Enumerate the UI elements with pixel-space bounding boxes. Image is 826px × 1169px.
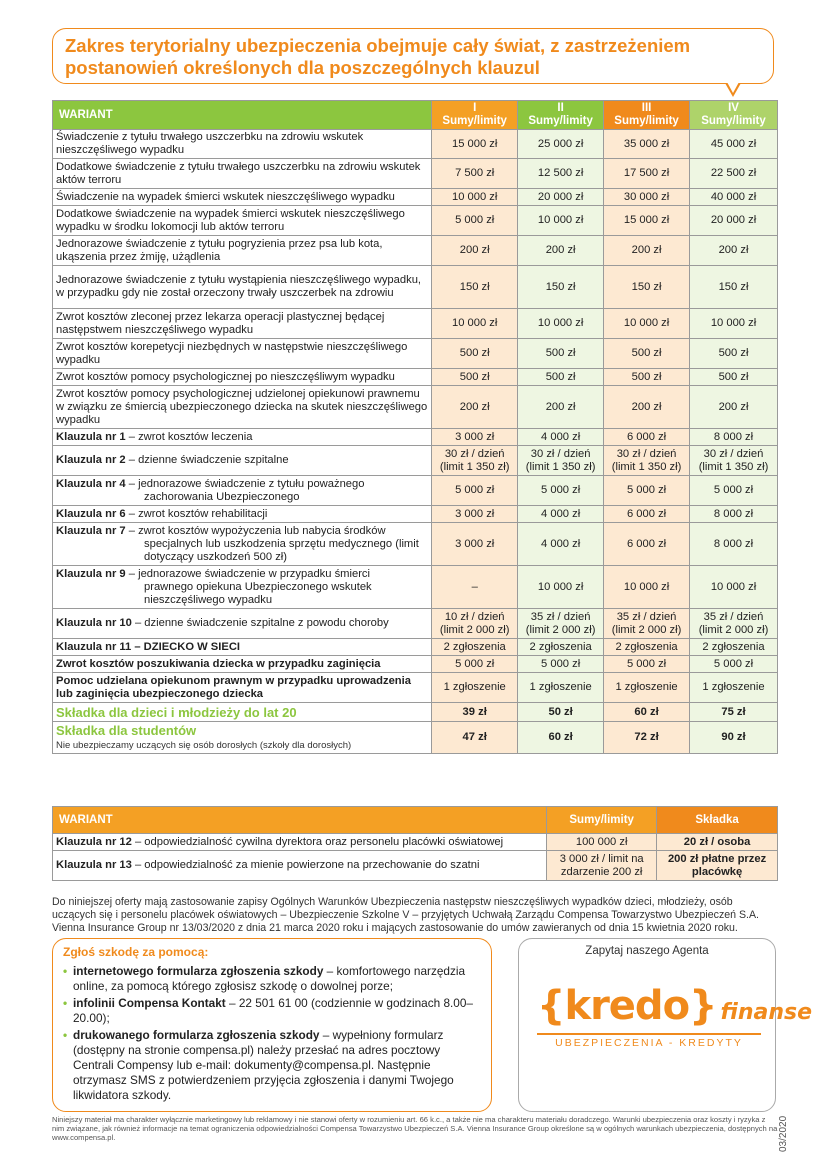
row-value: 5 000 zł: [604, 656, 690, 673]
premium-value: 60 zł: [604, 703, 690, 722]
row-label: Świadczenie na wypadek śmierci wskutek nieszczęśliwego wypadku: [53, 189, 432, 206]
row-value: 1 zgłoszenie: [432, 673, 518, 703]
clause-row: [53, 476, 778, 506]
clause-desc: – DZIECKO W SIECI: [131, 640, 241, 653]
row-value: 500 zł: [518, 369, 604, 386]
clause-value: 4 000 zł: [518, 429, 604, 446]
row-label: Świadczenie z tytułu trwałego uszczerbku na zdrowiu wskutek nieszczęśliwego wypadku: [53, 130, 432, 159]
row-value: 500 zł: [690, 369, 778, 386]
clause-value: 5 000 zł: [432, 476, 518, 506]
clause-value: 4 000 zł: [518, 523, 604, 566]
report-item-text: – wypełniony formularz (dostępny na stronie compensa.pl) należy przesłać na adres pocztowy Centrali Compensy lub e-mail: dokumenty@compensa.pl. Następnie otrzymasz SMS z potwierdzeniem przyjęcia zgłoszenia i danymi Twojego likwidatora szkody.: [73, 1028, 454, 1102]
limits-col-header: Sumy/limity: [547, 807, 657, 834]
row-value: 500 zł: [604, 339, 690, 369]
clause-value: 2 zgłoszenia: [432, 639, 518, 656]
row-value: 25 000 zł: [518, 130, 604, 159]
variant-col-4: IV Sumy/limity: [690, 101, 778, 130]
row-value: 5 000 zł: [432, 656, 518, 673]
clause-value: 8 000 zł: [690, 429, 778, 446]
premium-value: 47 zł: [432, 722, 518, 754]
clause-row: [53, 851, 778, 881]
row-label: Dodatkowe świadczenie z tytułu trwałego uszczerbku na zdrowiu wskutek aktów terroru: [53, 159, 432, 189]
bold-row: [53, 656, 778, 673]
row-value: 10 000 zł: [518, 309, 604, 339]
report-item-text: – komfortowego narzędzia online, za pomocą którego zgłosisz szkodę o dowolnej porze;: [73, 964, 466, 993]
variant-header: WARIANT: [53, 101, 432, 130]
clause-label: [53, 834, 547, 851]
variant-col-1: I Sumy/limity: [432, 101, 518, 130]
clause-name: Klauzula nr 12: [56, 835, 132, 848]
premium-col-header: Składka: [657, 807, 778, 834]
clause-row: [53, 523, 778, 566]
row-value: 200 zł: [690, 386, 778, 429]
clause-value: 8 000 zł: [690, 506, 778, 523]
clause-value: 6 000 zł: [604, 506, 690, 523]
clause-name: Klauzula nr 11: [56, 640, 132, 653]
clause-desc-cont: zachorowania Ubezpieczonego: [144, 490, 300, 503]
report-item: [63, 996, 481, 1026]
row-value: 12 500 zł: [518, 159, 604, 189]
clause-desc: – zwrot kosztów rehabilitacji: [125, 507, 268, 520]
row-value: 150 zł: [518, 266, 604, 309]
row-value: 150 zł: [690, 266, 778, 309]
row-label: Jednorazowe świadczenie z tytułu pogryzienia przez psa lub kota, ukąszenia przez żmiję, użądlenia: [53, 236, 432, 266]
clause-premium: 200 zł płatne przez placówkę: [657, 851, 778, 881]
premium-label: Składka dla dzieci i młodzieży do lat 20: [53, 703, 432, 722]
clause-value: 3 000 zł: [432, 506, 518, 523]
clause-row: [53, 506, 778, 523]
row-value: 10 000 zł: [432, 189, 518, 206]
row-value: 5 000 zł: [690, 656, 778, 673]
premium-value: 39 zł: [432, 703, 518, 722]
row-value: 35 000 zł: [604, 130, 690, 159]
row-label: Zwrot kosztów poszukiwania dziecka w przypadku zaginięcia: [53, 656, 432, 673]
header-bubble: [52, 28, 774, 84]
report-item-title: internetowego formularza zgłoszenia szkody: [73, 964, 324, 978]
clause-desc: – odpowiedzialność za mienie powierzone na przechowanie do szatni: [131, 859, 480, 871]
clause-value: –: [432, 566, 518, 609]
clause-value: 5 000 zł: [518, 476, 604, 506]
row-value: 200 zł: [604, 236, 690, 266]
row-value: 200 zł: [518, 236, 604, 266]
clause-value: 10 000 zł: [518, 566, 604, 609]
row-value: 40 000 zł: [690, 189, 778, 206]
row-value: 1 zgłoszenie: [518, 673, 604, 703]
clause-value: 10 000 zł: [604, 566, 690, 609]
clause-label: [53, 639, 432, 656]
clause-name: Klauzula nr 7: [56, 524, 126, 537]
agent-box: [518, 938, 813, 1112]
clause-value: 35 zł / dzień (limit 2 000 zł): [518, 609, 604, 639]
clause-value: 10 000 zł: [690, 566, 778, 609]
row-value: 10 000 zł: [604, 309, 690, 339]
row-value: 150 zł: [432, 266, 518, 309]
clause-value: 10 zł / dzień (limit 2 000 zł): [432, 609, 518, 639]
clause-label: [53, 446, 432, 476]
row-value: 10 000 zł: [690, 309, 778, 339]
premium-students-label: [53, 722, 432, 754]
row-value: 7 500 zł: [432, 159, 518, 189]
clause-label: [53, 609, 432, 639]
row-label: Zwrot kosztów pomocy psychologicznej udzielonej opiekunowi prawnemu w związku ze śmiercią ubezpieczonego dziecka na skutek nieszczęśliwego wypadku: [53, 386, 432, 429]
row-value: 10 000 zł: [432, 309, 518, 339]
table-row: [53, 309, 778, 339]
row-value: 200 zł: [432, 386, 518, 429]
row-label: Jednorazowe świadczenie z tytułu wystąpienia nieszczęśliwego wypadku, w przypadku gdy nie został orzeczony trwały uszczerbek na zdrowiu: [53, 266, 432, 309]
row-value: 200 zł: [432, 236, 518, 266]
legal-notice: Do niniejszej oferty mają zastosowanie zapisy Ogólnych Warunków Ubezpieczenia następstw nieszczęśliwych wypadków dzieci, młodzieży, osób uczących się i personelu placówek oświatowych – Ubezpieczenie Szkolne V – przyjętych Uchwałą Zarządu Compensa Towarzystwo Ubezpieczeń S.A. Vienna Insurance Group nr 13/03/2020 z dnia 21 marca 2020 roku i mających zastosowanie do umów zawieranych od dnia 15 kwietnia 2020 roku.: [52, 896, 759, 934]
clause-desc: – jednorazowe świadczenie z tytułu poważnego: [125, 477, 365, 490]
row-label: Pomoc udzielana opiekunom prawnym w przypadku uprowadzenia lub zaginięcia ubezpieczonego dziecka: [53, 673, 432, 703]
clause-label: [53, 851, 547, 881]
clause-name: Klauzula nr 10: [56, 617, 132, 629]
row-value: 22 500 zł: [690, 159, 778, 189]
clause-row: [53, 639, 778, 656]
clause-label: [53, 566, 432, 609]
variant-col-2: II Sumy/limity: [518, 101, 604, 130]
row-value: 1 zgłoszenie: [690, 673, 778, 703]
report-item-title: drukowanego formularza zgłoszenia szkody: [73, 1028, 320, 1042]
clause-value: 8 000 zł: [690, 523, 778, 566]
table-row: [53, 159, 778, 189]
clause-value: 6 000 zł: [604, 523, 690, 566]
clause-name: Klauzula nr 6: [56, 507, 126, 520]
row-value: 45 000 zł: [690, 130, 778, 159]
row-value: 10 000 zł: [518, 206, 604, 236]
clause-desc: – dzienne świadczenie szpitalne z powodu choroby: [131, 617, 389, 629]
row-value: 15 000 zł: [604, 206, 690, 236]
clause-desc: – zwrot kosztów leczenia: [125, 430, 253, 443]
clause-value: 5 000 zł: [604, 476, 690, 506]
clause-value: 4 000 zł: [518, 506, 604, 523]
report-item: [63, 1028, 481, 1103]
row-label: Dodatkowe świadczenie na wypadek śmierci wskutek nieszczęśliwego wypadku w środku lokomocji lub aktów terroru: [53, 206, 432, 236]
row-value: 500 zł: [432, 369, 518, 386]
premium-note: Nie ubezpieczamy uczących się osób dorosłych (szkoły dla dorosłych): [56, 739, 352, 751]
table-row: [53, 386, 778, 429]
clause-row: [53, 609, 778, 639]
clause-name: Klauzula nr 1: [56, 430, 126, 443]
row-value: 20 000 zł: [518, 189, 604, 206]
logo-fin-text: finanse: [720, 1000, 813, 1025]
clause-row: [53, 834, 778, 851]
clause-value: 35 zł / dzień (limit 2 000 zł): [690, 609, 778, 639]
row-label: Zwrot kosztów pomocy psychologicznej po nieszczęśliwym wypadku: [53, 369, 432, 386]
clause-value: 6 000 zł: [604, 429, 690, 446]
row-value: 20 000 zł: [690, 206, 778, 236]
clause-value: 30 zł / dzień (limit 1 350 zł): [432, 446, 518, 476]
row-label: Zwrot kosztów zleconej przez lekarza operacji plastycznej będącej następstwem nieszczęśliwego wypadku: [53, 309, 432, 339]
logo-subtitle: UBEZPIECZENIA - KREDYTY: [537, 1033, 761, 1049]
clause-value: 2 zgłoszenia: [518, 639, 604, 656]
row-value: 200 zł: [690, 236, 778, 266]
premium-children-row: [53, 703, 778, 722]
row-value: 17 500 zł: [604, 159, 690, 189]
clauses-table: [52, 806, 778, 881]
clause-premium: 20 zł / osoba: [657, 834, 778, 851]
premium-value: 90 zł: [690, 722, 778, 754]
clause-desc: – jednorazowe świadczenie w przypadku śmierci: [125, 567, 371, 580]
table-row: [53, 130, 778, 159]
row-value: 500 zł: [690, 339, 778, 369]
table-row: [53, 266, 778, 309]
row-value: 15 000 zł: [432, 130, 518, 159]
row-value: 500 zł: [604, 369, 690, 386]
clause-row: [53, 429, 778, 446]
clause-value: 30 zł / dzień (limit 1 350 zł): [690, 446, 778, 476]
clause-value: 2 zgłoszenia: [690, 639, 778, 656]
table-row: [53, 369, 778, 386]
logo-main-text: {kredo}: [537, 983, 717, 1029]
kredo-finanse-logo: [537, 983, 813, 1063]
clause-label: [53, 523, 432, 566]
table-row: [53, 206, 778, 236]
row-value: 200 zł: [604, 386, 690, 429]
clause-name: Klauzula nr 2: [56, 454, 126, 466]
row-value: 5 000 zł: [432, 206, 518, 236]
clause-limit: 100 000 zł: [547, 834, 657, 851]
clause-name: Klauzula nr 13: [56, 859, 132, 871]
row-value: 5 000 zł: [518, 656, 604, 673]
clause-row: [53, 446, 778, 476]
coverage-table: [52, 100, 778, 754]
report-title: Zgłoś szkodę za pomocą:: [63, 945, 209, 959]
clause-label: [53, 476, 432, 506]
report-item: [63, 964, 481, 994]
premium-students-row: [53, 722, 778, 754]
row-label: Zwrot kosztów korepetycji niezbędnych w następstwie nieszczęśliwego wypadku: [53, 339, 432, 369]
clause-desc: – zwrot kosztów wypożyczenia lub nabycia środków: [125, 524, 386, 537]
clause-label: [53, 429, 432, 446]
clause-value: 3 000 zł: [432, 523, 518, 566]
row-value: 500 zł: [432, 339, 518, 369]
page-title: Zakres terytorialny ubezpieczenia obejmuje cały świat, z zastrzeżeniem postanowień określonych dla poszczególnych klauzul: [65, 35, 691, 78]
footer-disclaimer: Niniejszy materiał ma charakter wyłącznie marketingowy lub reklamowy i nie stanowi oferty w rozumieniu art. 66 k.c., a także nie ma charakteru materiału doradczego. Warunki ubezpieczenia oraz koszty i ryzyka z nim związane, jak również informacje na temat ograniczenia odpowiedzialności Compensa Towarzystwo Ubezpieczeń S.A. Vienna Insurance Group określone są w ogólnych warunkach ubezpieczenia, dostępnych na www.compensa.pl.: [52, 1115, 778, 1142]
row-value: 150 zł: [604, 266, 690, 309]
clause-desc: – odpowiedzialność cywilna dyrektora oraz personelu placówki oświatowej: [131, 835, 504, 848]
table-row: [53, 189, 778, 206]
table-row: [53, 339, 778, 369]
clause-value: 30 zł / dzień (limit 1 350 zł): [604, 446, 690, 476]
report-list: [63, 964, 481, 1103]
premium-label: Składka dla studentów: [56, 722, 197, 738]
report-item-text: – 22 501 61 00 (codziennie w godzinach 8.00–20.00);: [73, 996, 473, 1025]
clause-value: 5 000 zł: [690, 476, 778, 506]
row-value: 500 zł: [518, 339, 604, 369]
claim-report-box: [52, 938, 492, 1112]
bubble-tail-inner: [727, 82, 739, 93]
clause-row: [53, 566, 778, 609]
premium-value: 72 zł: [604, 722, 690, 754]
clause-desc-cont: prawnego opiekuna Ubezpieczonego wskutek nieszczęśliwego wypadku: [144, 580, 372, 606]
bullet-icon: •: [63, 964, 68, 978]
premium-value: 50 zł: [518, 703, 604, 722]
report-item-title: infolinii Compensa Kontakt: [73, 996, 226, 1010]
table-row: [53, 236, 778, 266]
clause-limit: 3 000 zł / limit na zdarzenie 200 zł: [547, 851, 657, 881]
bullet-icon: •: [63, 996, 68, 1010]
clause-value: 2 zgłoszenia: [604, 639, 690, 656]
premium-value: 60 zł: [518, 722, 604, 754]
row-value: 1 zgłoszenie: [604, 673, 690, 703]
row-value: 200 zł: [518, 386, 604, 429]
clause-value: 30 zł / dzień (limit 1 350 zł): [518, 446, 604, 476]
clause-label: [53, 506, 432, 523]
clause-desc-cont: specjalnych lub uszkodzenia sprzętu medycznego (limit dotyczący uszkodzeń 500 zł): [144, 537, 419, 563]
clause-name: Klauzula nr 9: [56, 567, 126, 580]
premium-value: 75 zł: [690, 703, 778, 722]
clause-value: 3 000 zł: [432, 429, 518, 446]
agent-title: Zapytaj naszego Agenta: [585, 945, 709, 957]
bold-row: [53, 673, 778, 703]
clause-value: 35 zł / dzień (limit 2 000 zł): [604, 609, 690, 639]
bullet-icon: •: [63, 1028, 68, 1042]
clause-name: Klauzula nr 4: [56, 477, 126, 490]
date-code: 03/2020: [778, 1115, 789, 1152]
variant-col-3: III Sumy/limity: [604, 101, 690, 130]
clause-desc: – dzienne świadczenie szpitalne: [125, 454, 289, 466]
variant-header-2: WARIANT: [53, 807, 547, 834]
row-value: 30 000 zł: [604, 189, 690, 206]
